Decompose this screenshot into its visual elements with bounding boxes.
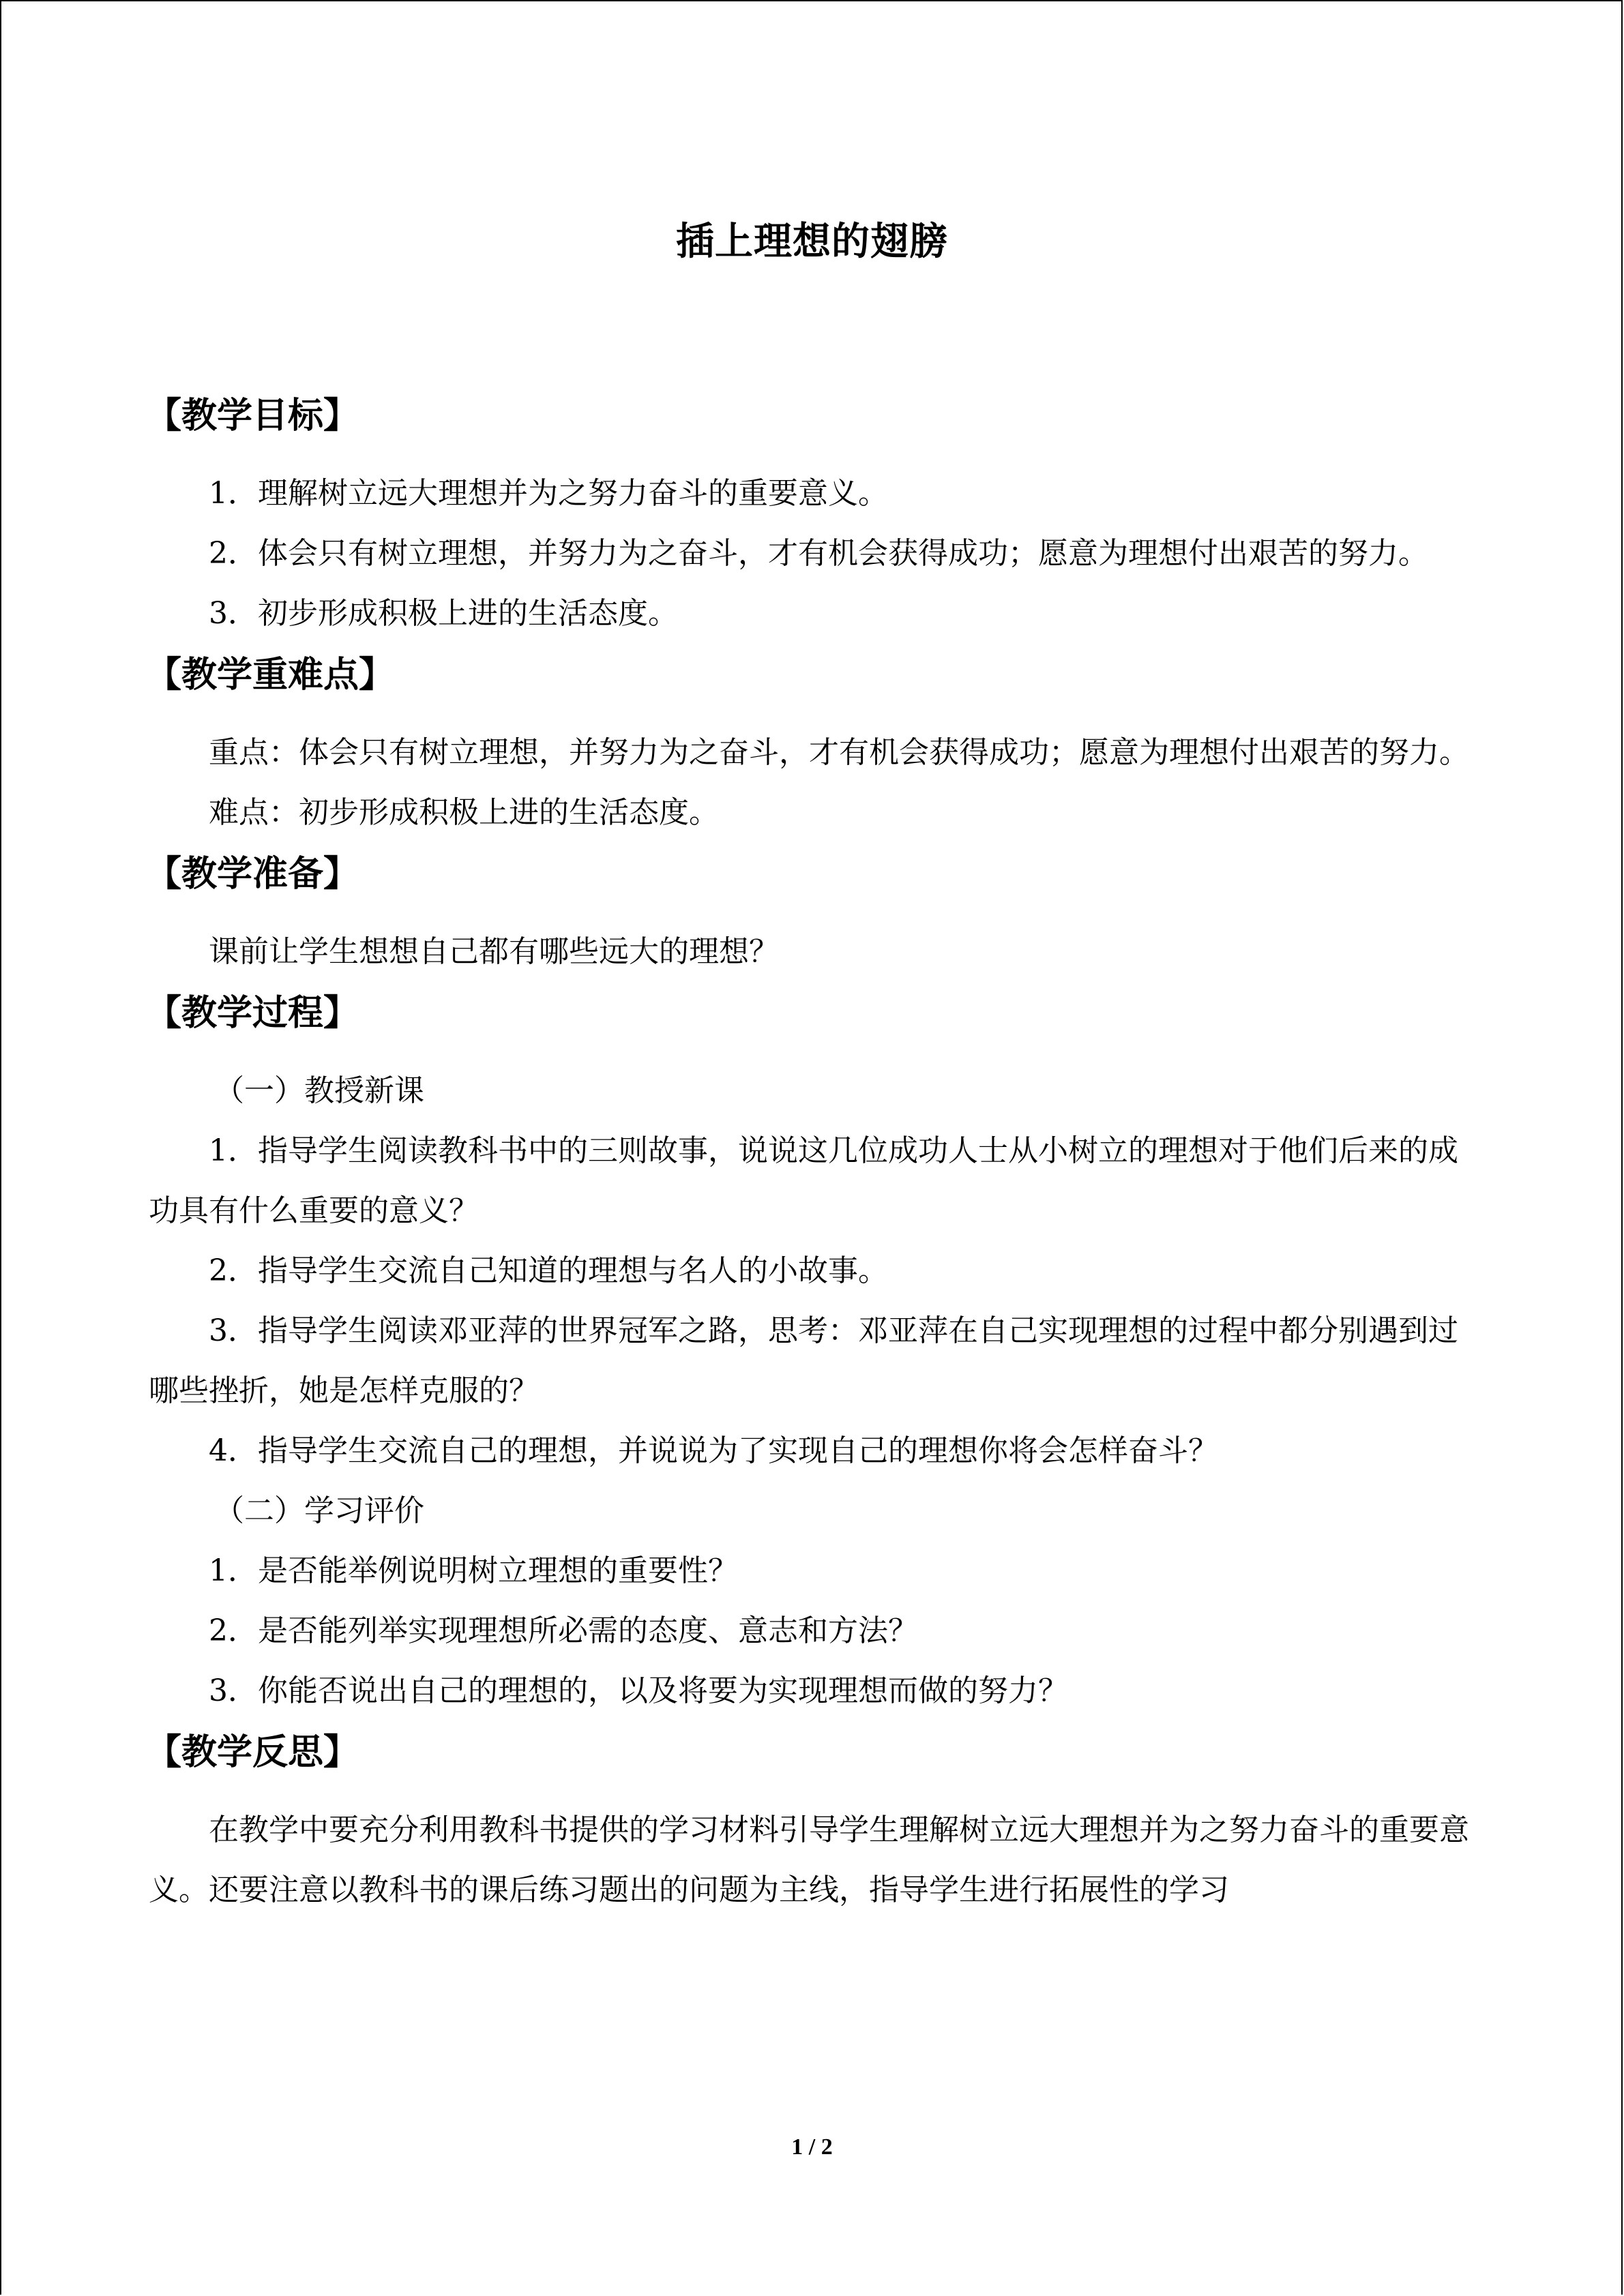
- section-heading-preparation: 【教学准备】: [146, 854, 359, 895]
- section-heading-objectives: 【教学目标】: [146, 396, 359, 436]
- reflection-item: 在教学中要充分利用教科书提供的学习材料引导学生理解树立远大理想并为之努力奋斗的重要意义。还要注意以教科书的课后练习题出的问题为主线，指导学生进行拓展性的学习: [149, 1813, 1469, 1907]
- key-point-item: 重点：体会只有树立理想，并努力为之奋斗，才有机会获得成功；愿意为理想付出艰苦的努力。: [209, 735, 1469, 770]
- document-title: 插上理想的翅膀: [676, 220, 948, 264]
- process-part1-label: （一）教授新课: [214, 1073, 424, 1108]
- process-item: 4．指导学生交流自己的理想，并说说为了实现自己的理想你将会怎样奋斗？: [209, 1433, 1218, 1468]
- page-number: 1 / 2: [791, 2134, 833, 2160]
- document-body: [146, 396, 1475, 1920]
- section-heading-reflection: 【教学反思】: [146, 1732, 359, 1773]
- preparation-item: 课前让学生想想自己都有哪些远大的理想？: [209, 934, 779, 969]
- section-heading-key-points: 【教学重难点】: [146, 655, 395, 696]
- process-item: 3．指导学生阅读邓亚萍的世界冠军之路，思考：邓亚萍在自己实现理想的过程中都分别遇到过哪些挫折，她是怎样克服的？: [149, 1313, 1458, 1408]
- process-part2-label: （二）学习评价: [214, 1493, 424, 1528]
- objective-item: 3．初步形成积极上进的生活态度。: [209, 596, 678, 631]
- section-heading-process: 【教学过程】: [146, 993, 359, 1034]
- process-item: 2．指导学生交流自己知道的理想与名人的小故事。: [209, 1253, 888, 1288]
- evaluation-item: 3．你能否说出自己的理想的，以及将要为实现理想而做的努力？: [209, 1673, 1068, 1708]
- evaluation-item: 2．是否能列举实现理想所必需的态度、意志和方法？: [209, 1613, 918, 1648]
- objective-item: 2．体会只有树立理想，并努力为之奋斗，才有机会获得成功；愿意为理想付出艰苦的努力。: [209, 536, 1428, 571]
- process-item: 1．指导学生阅读教科书中的三则故事，说说这几位成功人士从小树立的理想对于他们后来的成功具有什么重要的意义？: [149, 1133, 1458, 1228]
- key-point-item: 难点：初步形成积极上进的生活态度。: [209, 795, 719, 830]
- objective-item: 1．理解树立远大理想并为之努力奋斗的重要意义。: [209, 476, 888, 511]
- evaluation-item: 1．是否能举例说明树立理想的重要性？: [209, 1553, 738, 1588]
